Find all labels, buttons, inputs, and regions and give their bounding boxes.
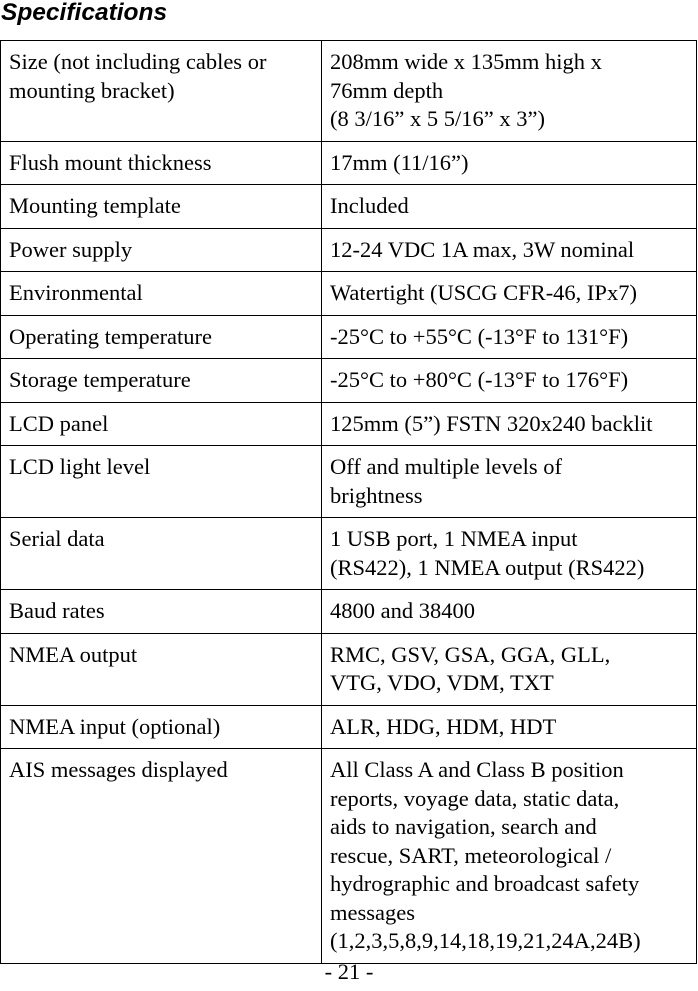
spec-value	[322, 272, 697, 316]
spec-value-text: RMC, GSV, GSA, GGA, GLL, VTG, VDO, VDM, TXT	[330, 641, 611, 695]
table-row	[1, 518, 697, 590]
spec-value-text: Off and multiple levels of brightness	[330, 454, 563, 508]
table-row	[1, 705, 697, 749]
spec-value-text: 12-24 VDC 1A max, 3W nominal	[330, 236, 635, 262]
table-row	[1, 633, 697, 705]
spec-label-text: Environmental	[9, 280, 143, 305]
spec-label-text: NMEA input (optional)	[9, 713, 221, 739]
spec-value	[322, 749, 697, 964]
spec-label	[1, 590, 322, 634]
spec-value	[322, 315, 697, 359]
spec-label-text: Size (not including cables or mounting bracket)	[9, 49, 267, 103]
table-row	[1, 272, 697, 316]
spec-label	[1, 446, 322, 518]
spec-label	[1, 518, 322, 590]
spec-value	[322, 590, 697, 634]
table-row	[1, 402, 697, 446]
spec-label	[1, 402, 322, 446]
spec-label	[1, 749, 322, 964]
spec-value	[322, 41, 697, 142]
specifications-table	[0, 40, 697, 964]
spec-label	[1, 141, 322, 185]
spec-label	[1, 315, 322, 359]
spec-label-text: Flush mount thickness	[9, 149, 212, 175]
spec-label	[1, 705, 322, 749]
spec-label-text: Power supply	[9, 236, 133, 262]
spec-value	[322, 446, 697, 518]
spec-label-text: LCD light level	[9, 454, 151, 479]
table-row	[1, 185, 697, 229]
spec-label-text: AIS messages displayed	[9, 757, 228, 782]
spec-value	[322, 228, 697, 272]
table-row	[1, 228, 697, 272]
spec-label	[1, 228, 322, 272]
table-row	[1, 749, 697, 964]
spec-label-text: Mounting template	[9, 193, 181, 218]
spec-value	[322, 359, 697, 403]
table-row	[1, 446, 697, 518]
spec-value	[322, 402, 697, 446]
spec-label-text: Baud rates	[9, 598, 105, 623]
spec-value-text: 4800 and 38400	[330, 598, 475, 623]
spec-label	[1, 359, 322, 403]
spec-value	[322, 518, 697, 590]
spec-value	[322, 185, 697, 229]
spec-value-text: 17mm (11/16”)	[330, 149, 469, 175]
spec-value-text: Included	[330, 193, 409, 218]
page-heading: Specifications	[1, 0, 168, 26]
table-row	[1, 315, 697, 359]
spec-value-text: -25°C to +55°C (-13°F to 131°F)	[330, 323, 629, 349]
spec-value-text: ALR, HDG, HDM, HDT	[330, 713, 557, 739]
table-row	[1, 590, 697, 634]
spec-label	[1, 185, 322, 229]
table-row	[1, 41, 697, 142]
page-number: - 21 -	[324, 959, 374, 984]
spec-label-text: Storage temperature	[9, 367, 191, 392]
spec-value	[322, 633, 697, 705]
spec-label	[1, 633, 322, 705]
table-row	[1, 141, 697, 185]
spec-label-text: NMEA output	[9, 641, 138, 667]
spec-value-text: All Class A and Class B position reports, voyage data, static data, aids to navigation, search and rescue, SART, meteorological / hydrographic and broadcast safety messages (1,2,3,5,8,9,14,18,19,21,24A,24B)	[330, 757, 641, 953]
spec-label-text: Serial data	[9, 526, 105, 551]
spec-value-text: 208mm wide x 135mm high x 76mm depth (8 3/16” x 5 5/16” x 3”)	[330, 49, 602, 131]
spec-value-text: 125mm (5”) FSTN 320x240 backlit	[330, 410, 653, 436]
spec-value	[322, 141, 697, 185]
spec-value	[322, 705, 697, 749]
spec-value-text: 1 USB port, 1 NMEA input (RS422), 1 NMEA output (RS422)	[330, 526, 645, 580]
spec-value-text: -25°C to +80°C (-13°F to 176°F)	[330, 367, 629, 392]
table-row	[1, 359, 697, 403]
spec-label	[1, 41, 322, 142]
spec-label-text: Operating temperature	[9, 323, 213, 349]
spec-value-text: Watertight (USCG CFR-46, IPx7)	[330, 280, 637, 305]
spec-label	[1, 272, 322, 316]
spec-label-text: LCD panel	[9, 410, 109, 436]
